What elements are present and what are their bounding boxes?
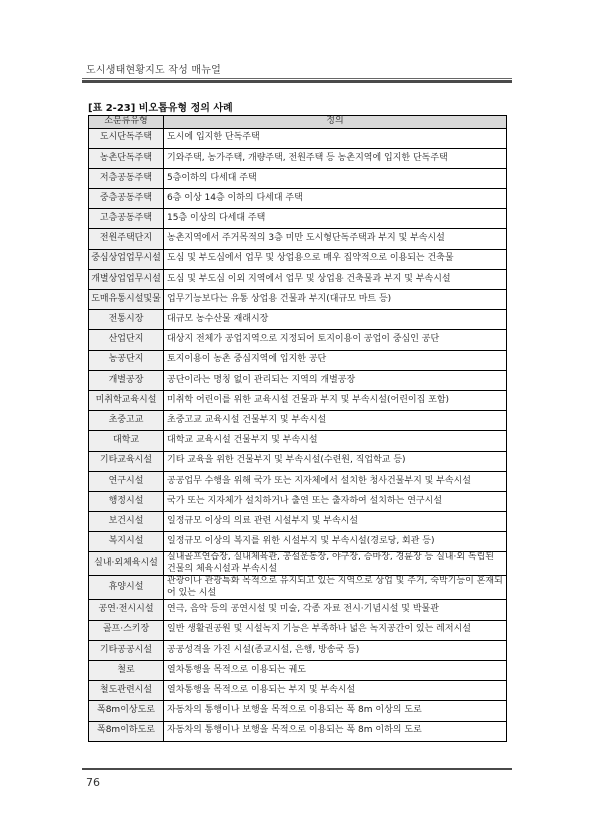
table-row [89,431,507,451]
definition-cell: 도시에 입지한 단독주택 [164,128,507,148]
table-row [89,330,507,350]
biotope-type-cell: 휴양시설 [89,576,164,600]
biotope-type-cell: 행정시설 [89,491,164,511]
table-row [89,310,507,330]
biotope-type-cell: 저층공동주택 [89,168,164,188]
table-row [89,701,507,721]
table-row [89,471,507,491]
biotope-type-cell: 실내·외체육시설 [89,552,164,576]
biotope-type-cell: 산업단지 [89,330,164,350]
table-row [89,148,507,168]
definition-cell: 기타 교육을 위한 건물부지 및 부속시설(수련원, 직업학교 등) [164,451,507,471]
biotope-definition-table [88,115,507,742]
definition-cell: 도심 및 부도심 이외 지역에서 업무 및 상업용 건축물과 부지 및 부속시설 [164,269,507,289]
biotope-type-cell: 철도관련시설 [89,681,164,701]
biotope-type-cell: 연구시설 [89,471,164,491]
table-row [89,209,507,229]
table-row [89,576,507,600]
table-row [89,491,507,511]
definition-cell: 실내골프연습장, 실내체육관, 공설운동장, 야구장, 승마장, 경륜장 등 실내·외 독립된 건물의 체육시설과 부속시설 [164,552,507,576]
column-header-type: 소분류유형 [89,116,164,129]
definition-cell: 관광이나 관광특화 목적으로 유지되고 있는 지역으로 상업 및 주거, 숙박기능이 혼재되어 있는 시설 [164,576,507,600]
biotope-type-cell: 도시단독주택 [89,128,164,148]
table-row [89,620,507,640]
table-row [89,370,507,390]
biotope-type-cell: 농공단지 [89,350,164,370]
definition-cell: 미취학 어린이를 위한 교육시설 건물과 부지 및 부속시설(어린이집 포함) [164,390,507,410]
table-row [89,532,507,552]
table-caption: [표 2-23] 비오톱유형 정의 사례 [88,103,233,114]
definition-cell: 공공업무 수행을 위해 국가 또는 지자체에서 설치한 청사건물부지 및 부속시설 [164,471,507,491]
table-header-row [89,116,507,129]
definition-cell: 5층이하의 다세대 주택 [164,168,507,188]
definition-cell: 대학교 교육시설 건물부지 및 부속시설 [164,431,507,451]
table-row [89,721,507,741]
table-row [89,189,507,209]
table-row [89,640,507,660]
definition-cell: 일반 생활권공원 및 시설녹지 기능은 부족하나 넓은 녹지공간이 있는 레저시설 [164,620,507,640]
biotope-type-cell: 개별상업업무시설 [89,269,164,289]
biotope-type-cell: 골프·스키장 [89,620,164,640]
footer-rule [82,768,512,770]
definition-cell: 연극, 음악 등의 공연시설 및 미술, 각종 자료 전시·기념시설 및 박물관 [164,600,507,620]
table-row [89,681,507,701]
column-header-definition: 정의 [164,116,507,129]
biotope-type-cell: 보건시설 [89,512,164,532]
definition-cell: 토지이용이 농촌 중심지역에 입지한 공단 [164,350,507,370]
table-row [89,350,507,370]
table-row [89,290,507,310]
definition-cell: 열차통행을 목적으로 이용되는 궤도 [164,661,507,681]
definition-cell: 농촌지역에서 주거목적의 3층 미만 도시형단독주택과 부지 및 부속시설 [164,229,507,249]
table-row [89,451,507,471]
biotope-type-cell: 대학교 [89,431,164,451]
table-row [89,512,507,532]
page-number: 76 [86,776,100,789]
table-row [89,128,507,148]
biotope-type-cell: 기타교육시설 [89,451,164,471]
definition-cell: 초중고교 교육시설 건물부지 및 부속시설 [164,411,507,431]
biotope-type-cell: 중심상업업무시설 [89,249,164,269]
table-row [89,390,507,410]
biotope-type-cell: 폭8m이상도로 [89,701,164,721]
definition-cell: 업무기능보다는 유통 상업용 건물과 부지(대규모 마트 등) [164,290,507,310]
biotope-type-cell: 전원주택단지 [89,229,164,249]
definition-cell: 일정규모 이상의 의료 관련 시설부지 및 부속시설 [164,512,507,532]
table-row [89,168,507,188]
table-row [89,411,507,431]
biotope-type-cell: 중층공동주택 [89,189,164,209]
running-header: 도시생태현황지도 작성 매뉴얼 [86,65,221,76]
header-rule-thick [82,80,512,83]
biotope-type-cell: 초중고교 [89,411,164,431]
definition-cell: 국가 또는 지자체가 설치하거나 출연 또는 출자하여 설치하는 연구시설 [164,491,507,511]
biotope-type-cell: 공연·전시시설 [89,600,164,620]
biotope-type-cell: 기타공공시설 [89,640,164,660]
definition-cell: 6층 이상 14층 이하의 다세대 주택 [164,189,507,209]
biotope-type-cell: 개별공장 [89,370,164,390]
biotope-type-cell: 철로 [89,661,164,681]
definition-cell: 대상지 전체가 공업지역으로 지정되어 토지이용이 공업이 중심인 공단 [164,330,507,350]
table-row [89,552,507,576]
definition-cell: 공공성격을 가진 시설(종교시설, 은행, 방송국 등) [164,640,507,660]
definition-cell: 자동차의 통행이나 보행을 목적으로 이용되는 폭 8m 이하의 도로 [164,721,507,741]
biotope-type-cell: 미취학교육시설 [89,390,164,410]
biotope-type-cell: 복지시설 [89,532,164,552]
definition-cell: 공단이라는 명칭 없이 관리되는 지역의 개별공장 [164,370,507,390]
header-rule [82,78,512,79]
biotope-type-cell: 도매유통시설및물 [89,290,164,310]
table-row [89,600,507,620]
biotope-type-cell: 농촌단독주택 [89,148,164,168]
table-row [89,661,507,681]
definition-cell: 대규모 농수산물 재래시장 [164,310,507,330]
definition-cell: 15층 이상의 다세대 주택 [164,209,507,229]
definition-cell: 열차통행을 목적으로 이용되는 부지 및 부속시설 [164,681,507,701]
biotope-type-cell: 폭8m이하도로 [89,721,164,741]
biotope-type-cell: 전통시장 [89,310,164,330]
table-row [89,269,507,289]
definition-cell: 도심 및 부도심에서 업무 및 상업용으로 매우 집약적으로 이용되는 건축물 [164,249,507,269]
definition-cell: 자동차의 통행이나 보행을 목적으로 이용되는 폭 8m 이상의 도로 [164,701,507,721]
definition-cell: 기와주택, 농가주택, 개량주택, 전원주택 등 농촌지역에 입지한 단독주택 [164,148,507,168]
table-row [89,249,507,269]
biotope-type-cell: 고층공동주택 [89,209,164,229]
table-row [89,229,507,249]
definition-cell: 일정규모 이상의 복지를 위한 시설부지 및 부속시설(경로당, 회관 등) [164,532,507,552]
